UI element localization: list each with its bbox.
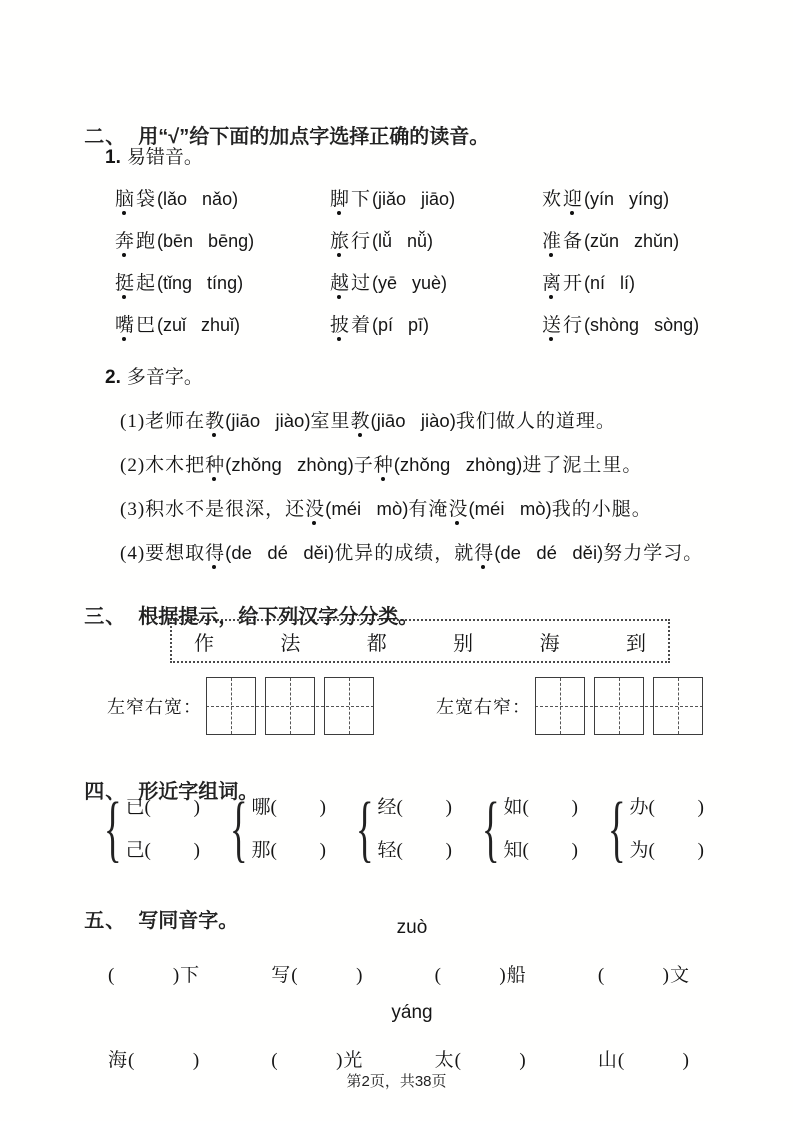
xingjinzi-pairs-row — [102, 787, 793, 870]
word-row — [115, 260, 793, 302]
sentence-text: (4)要想取 — [120, 543, 206, 564]
tian-grid-box — [653, 677, 703, 735]
pinyin-options: (tǐng tíng) — [157, 272, 244, 293]
word-char: 着 — [351, 314, 373, 336]
sentence-text: (2)木木把 — [120, 455, 206, 476]
sentence-line — [120, 443, 793, 487]
word-row — [115, 218, 793, 260]
pinyin-options: (jiāo jiào) — [225, 410, 311, 431]
sentence-text: 优异的成绩，就 — [334, 543, 475, 564]
word-item — [330, 226, 542, 253]
dotted-char: 离 — [542, 272, 564, 294]
tone-item: ( )船 — [434, 964, 527, 986]
tian-grid-box — [324, 677, 374, 735]
word-char: 跑 — [136, 230, 158, 252]
subsection-one-number: 1. — [105, 147, 121, 168]
pinyin-options: (ní lí) — [584, 272, 636, 293]
pinyin-options: (zǔn zhǔn) — [584, 230, 680, 251]
pinyin-options: (méi mò) — [468, 498, 552, 519]
sentence-text: 室里 — [310, 411, 351, 432]
bank-char: 别 — [453, 632, 474, 655]
pair-group — [228, 787, 354, 870]
dotted-char: 没 — [448, 499, 469, 520]
pinyin-options: (lǎo nǎo) — [157, 188, 239, 209]
group-label: 左窄右宽： — [107, 697, 202, 717]
sentence-text: (1)老师在 — [120, 411, 206, 432]
tone-item: ( )光 — [271, 1049, 364, 1071]
word-char: 巴 — [136, 314, 158, 336]
pair-group — [354, 787, 480, 870]
dotted-char: 没 — [305, 499, 326, 520]
pair-group — [480, 787, 606, 870]
word-row — [115, 302, 793, 344]
pinyin-options: (de dé děi) — [494, 542, 604, 563]
pair-group — [606, 787, 732, 870]
tone-item: 山( ) — [597, 1049, 690, 1071]
sentence-text: 我的小腿。 — [551, 499, 652, 520]
word-item — [542, 226, 793, 253]
brace-glyph: { — [607, 787, 626, 870]
duoyinzi-sentences — [120, 399, 793, 575]
word-item — [115, 226, 330, 253]
pair-column — [126, 794, 200, 864]
word-item — [330, 310, 542, 337]
tongyinzi-groups — [62, 916, 793, 1078]
tone-item: ( )文 — [597, 964, 690, 986]
section-three-title: 根据提示，给下列汉字分分类。 — [138, 606, 419, 628]
pair-entry: 哪( ) — [251, 797, 326, 818]
tone-item: 海( ) — [108, 1049, 201, 1071]
pinyin-options: (zuǐ zhuǐ) — [157, 314, 241, 335]
dotted-char: 挺 — [115, 272, 137, 294]
pair-entry: 已( ) — [125, 797, 200, 818]
tone-pinyin: yáng — [391, 1002, 433, 1023]
pinyin-options: (yín yíng) — [584, 188, 670, 209]
dotted-char: 准 — [542, 230, 564, 252]
pinyin-options: (yē yuè) — [372, 272, 448, 293]
brace-glyph: { — [355, 787, 374, 870]
dotted-char: 脑 — [115, 188, 137, 210]
subsection-two-number: 2. — [105, 367, 121, 388]
pinyin-options: (shòng sòng) — [584, 314, 700, 335]
dotted-char: 教 — [205, 411, 226, 432]
tone-row — [108, 953, 690, 993]
pinyin-options: (lǚ nǚ) — [372, 230, 434, 251]
pinyin-options: (méi mò) — [325, 498, 409, 519]
pair-entry: 如( ) — [503, 797, 578, 818]
word-item — [115, 310, 330, 337]
bank-char: 都 — [366, 632, 387, 655]
section-four-title: 形近字组词。 — [138, 781, 259, 803]
tone-item: 写( ) — [271, 964, 364, 986]
section-two-heading — [62, 98, 793, 148]
word-item — [115, 184, 330, 211]
word-item — [330, 268, 542, 295]
tian-grid-box — [594, 677, 644, 735]
word-char: 过 — [351, 272, 373, 294]
dotted-char: 教 — [350, 411, 371, 432]
tone-item: 太( ) — [434, 1049, 527, 1071]
word-item — [542, 184, 793, 211]
section-two-number: 二、 — [84, 126, 127, 148]
pair-column — [630, 794, 704, 864]
word-item — [330, 184, 542, 211]
dotted-char: 种 — [373, 455, 394, 476]
bank-char: 作 — [194, 632, 214, 655]
pinyin-options: (zhǒng zhòng) — [225, 454, 354, 475]
pair-column — [504, 794, 578, 864]
dotted-char: 得 — [474, 543, 495, 564]
pinyin-options: (de dé děi) — [225, 542, 335, 563]
bank-char: 到 — [625, 632, 646, 655]
dotted-char: 迎 — [563, 188, 585, 210]
brace-glyph: { — [481, 787, 500, 870]
grid-group — [535, 677, 703, 735]
pair-entry: 为( ) — [629, 840, 704, 861]
dotted-char: 种 — [205, 455, 226, 476]
word-char: 欢 — [542, 188, 564, 210]
sentence-text: 努力学习。 — [603, 543, 704, 564]
pinyin-options: (jiǎo jiāo) — [372, 188, 456, 209]
dotted-char: 旅 — [330, 230, 352, 252]
word-item — [542, 310, 793, 337]
tian-grid-box — [206, 677, 256, 735]
sentence-text: 有淹 — [408, 499, 449, 520]
section-four-number: 四、 — [84, 781, 127, 803]
grid-group — [206, 677, 374, 735]
yicuoyin-word-grid — [115, 176, 793, 344]
pair-column — [252, 794, 326, 864]
section-five-title: 写同音字。 — [138, 910, 239, 932]
section-three-number: 三、 — [84, 606, 127, 628]
bank-char: 海 — [539, 632, 560, 655]
tian-grid-box — [265, 677, 315, 735]
pair-entry: 办( ) — [629, 797, 704, 818]
sentence-line — [120, 487, 793, 531]
dotted-char: 脚 — [330, 188, 352, 210]
dotted-char: 越 — [330, 272, 352, 294]
word-char: 行 — [351, 230, 373, 252]
sentence-line — [120, 399, 793, 443]
section-five-number: 五、 — [84, 910, 127, 932]
pair-column — [378, 794, 452, 864]
word-item — [115, 268, 330, 295]
pinyin-options: (jiāo jiào) — [370, 410, 456, 431]
brace-glyph: { — [103, 787, 122, 870]
word-char: 行 — [563, 314, 585, 336]
sentence-text: 我们做人的道理。 — [455, 411, 616, 432]
pair-entry: 经( ) — [377, 797, 452, 818]
word-row — [115, 176, 793, 218]
word-char: 袋 — [136, 188, 158, 210]
word-char: 起 — [136, 272, 158, 294]
subsection-two-text: 多音字。 — [126, 367, 203, 388]
group-label: 左宽右窄： — [436, 697, 531, 717]
subsection-two-label — [105, 365, 793, 391]
section-four-heading — [62, 753, 793, 803]
section-three-heading — [62, 578, 793, 628]
sentence-text: 子 — [353, 455, 374, 476]
brace-glyph: { — [229, 787, 248, 870]
dotted-char: 送 — [542, 314, 564, 336]
dotted-char: 得 — [205, 543, 226, 564]
pinyin-options: (zhǒng zhòng) — [393, 454, 523, 475]
tian-grid-box — [535, 677, 585, 735]
tone-item: ( )下 — [108, 964, 201, 986]
word-char: 备 — [563, 230, 585, 252]
tone-pinyin: zuò — [396, 917, 428, 938]
dotted-char: 奔 — [115, 230, 137, 252]
word-char: 下 — [351, 188, 373, 210]
pinyin-options: (bēn bēng) — [157, 230, 255, 251]
pair-entry: 那( ) — [251, 840, 326, 861]
page-footer: 第2页，共38页 — [346, 1073, 447, 1090]
sentence-text: (3)积水不是很深，还 — [120, 499, 306, 520]
dotted-char: 披 — [330, 314, 352, 336]
sentence-line — [120, 531, 793, 575]
word-char: 开 — [563, 272, 585, 294]
sentence-text: 进了泥土里。 — [522, 455, 643, 476]
pair-entry: 知( ) — [503, 840, 578, 861]
section-two-title: 用“√”给下面的加点字选择正确的读音。 — [138, 126, 490, 148]
classification-grids-row — [62, 677, 793, 735]
bank-char: 法 — [280, 632, 301, 655]
pair-entry: 轻( ) — [377, 840, 452, 861]
dotted-char: 嘴 — [115, 314, 137, 336]
pair-entry: 己( ) — [125, 840, 200, 861]
word-item — [542, 268, 793, 295]
pinyin-options: (pí pī) — [372, 314, 430, 335]
subsection-one-text: 易错音。 — [126, 147, 203, 168]
